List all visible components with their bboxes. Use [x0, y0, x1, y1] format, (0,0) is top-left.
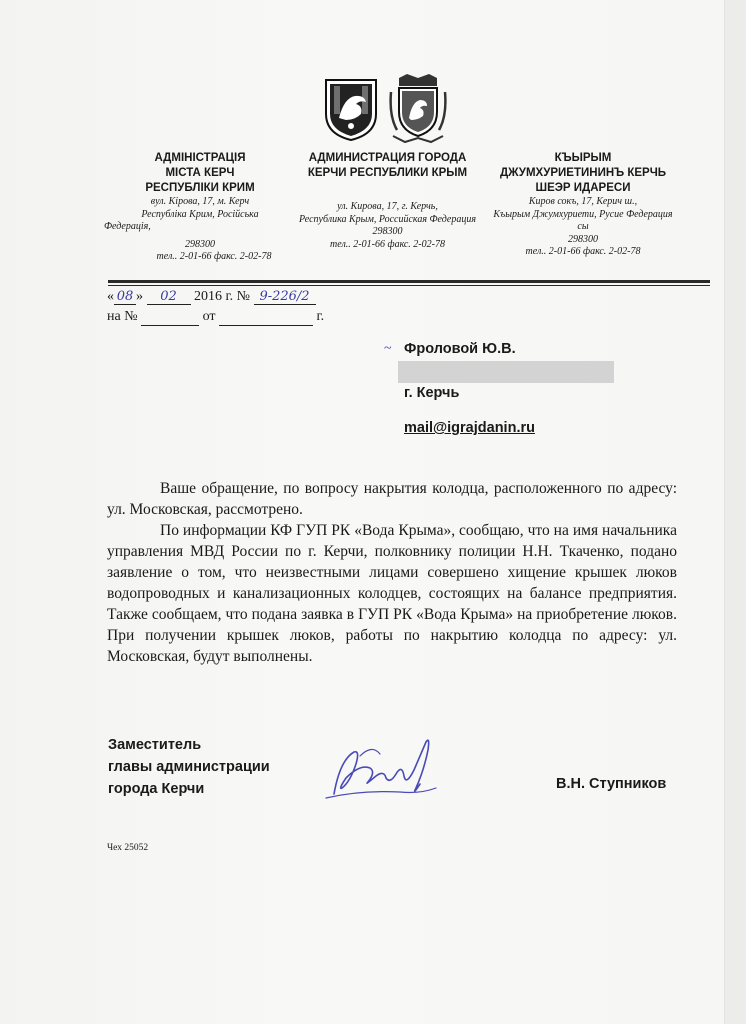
quote-close: »	[136, 289, 143, 304]
body-paragraph: Ваше обращение, по вопросу накрытия колодца, расположенного по адресу: ул. Московская, рассмотрено.	[107, 480, 677, 518]
from-label: от	[202, 309, 216, 324]
recipient-email[interactable]: mail@igrajdanin.ru	[404, 420, 535, 436]
header-org-line: КЕРЧИ РЕСПУБЛИКИ КРЫМ	[307, 167, 468, 179]
check-mark-icon: ~	[384, 341, 392, 356]
redacted-address	[398, 361, 614, 383]
signatory-name: В.Н. Ступников	[556, 776, 667, 792]
header-address-line: Киров сокъ, 17, Керич ш.,	[528, 196, 638, 207]
header-ukrainian	[100, 151, 300, 264]
quote-open: «	[107, 289, 114, 304]
header-org-line: ШЕЭР ИДАРЕСИ	[535, 182, 631, 194]
header-phone: тел.. 2-01-66 факс. 2-02-78	[330, 238, 445, 250]
reference-year: 2016 г.	[194, 289, 234, 304]
reference-month: 02	[147, 289, 191, 305]
header-org-line: АДМИНИСТРАЦИЯ ГОРОДА	[308, 152, 467, 164]
header-address-line: Республика Крым, Российская Федерация	[299, 213, 476, 225]
header-address-line: вул. Кірова, 17, м. Керч	[150, 196, 250, 207]
reference-day: 08	[114, 289, 136, 305]
header-postcode: 298300	[185, 238, 215, 250]
header-address-line: Федерація,	[104, 221, 151, 232]
kerch-coat-of-arms-icon	[385, 72, 451, 144]
header-postcode: 298300	[568, 233, 598, 245]
body-paragraph: По информации КФ ГУП РК «Вода Крыма», сообщаю, что на имя начальника управления МВД России по г. Керчи, полковнику полиции Н.Н. Ткаченко, подано заявление о том, что неизвестными лицами совершено хищение крышек люков водопроводных и канализационных колодцев, состоящих на балансе предприятия. Также сообщаем, что подана заявка в ГУП РК «Вода Крыма» на приобретение люков. При получении крышек люков, работы по накрытию колодца по адресу: ул. Московская, будут выполнены.	[107, 522, 677, 665]
crimea-coat-of-arms-icon	[322, 76, 380, 142]
header-org-line: РЕСПУБЛІКИ КРИМ	[145, 182, 255, 194]
reply-to-label: на №	[107, 309, 138, 324]
header-org-line: АДМІНІСТРАЦІЯ	[154, 152, 246, 164]
letter-body	[107, 478, 677, 667]
header-phone: тел.. 2-01-66 факс. 2-02-78	[525, 246, 641, 257]
handwritten-signature-icon	[320, 730, 450, 806]
paper-edge	[724, 0, 746, 1024]
header-russian	[285, 151, 490, 251]
header-divider-thick	[108, 280, 710, 283]
outgoing-reference	[107, 289, 316, 305]
header-address-line: ул. Кирова, 17, г. Керчь,	[337, 201, 438, 212]
recipient-city: г. Керчь	[404, 385, 460, 401]
header-org-line: ДЖУМХУРИЕТИНИНЪ КЕРЧЬ	[499, 167, 667, 179]
header-postcode: 298300	[372, 226, 403, 237]
header-address-line: сы	[577, 221, 589, 232]
incoming-reference	[107, 309, 324, 326]
executor-note: Чех 25052	[107, 843, 149, 853]
signatory-position	[108, 734, 270, 800]
header-divider-thin	[108, 285, 710, 286]
reference-number-label: №	[236, 289, 251, 304]
reference-number: 9-226/2	[254, 289, 316, 305]
header-address-line: Къырым Джумхуриети, Русие Федерация	[493, 208, 673, 220]
header-org-line: МІСТА КЕРЧ	[165, 167, 235, 179]
header-crimean-tatar	[478, 151, 688, 259]
header-org-line: КЪЫРЫМ	[554, 152, 612, 164]
signatory-position-line: города Керчи	[108, 781, 205, 797]
header-phone: тел.. 2-01-66 факс. 2-02-78	[156, 251, 272, 262]
signatory-position-line: Заместитель	[108, 737, 202, 753]
header-address-line: Республіка Крим, Російська	[141, 208, 259, 220]
signatory-position-line: главы администрации	[108, 759, 270, 775]
recipient-name: Фроловой Ю.В.	[404, 341, 516, 357]
year-suffix: г.	[316, 309, 325, 324]
